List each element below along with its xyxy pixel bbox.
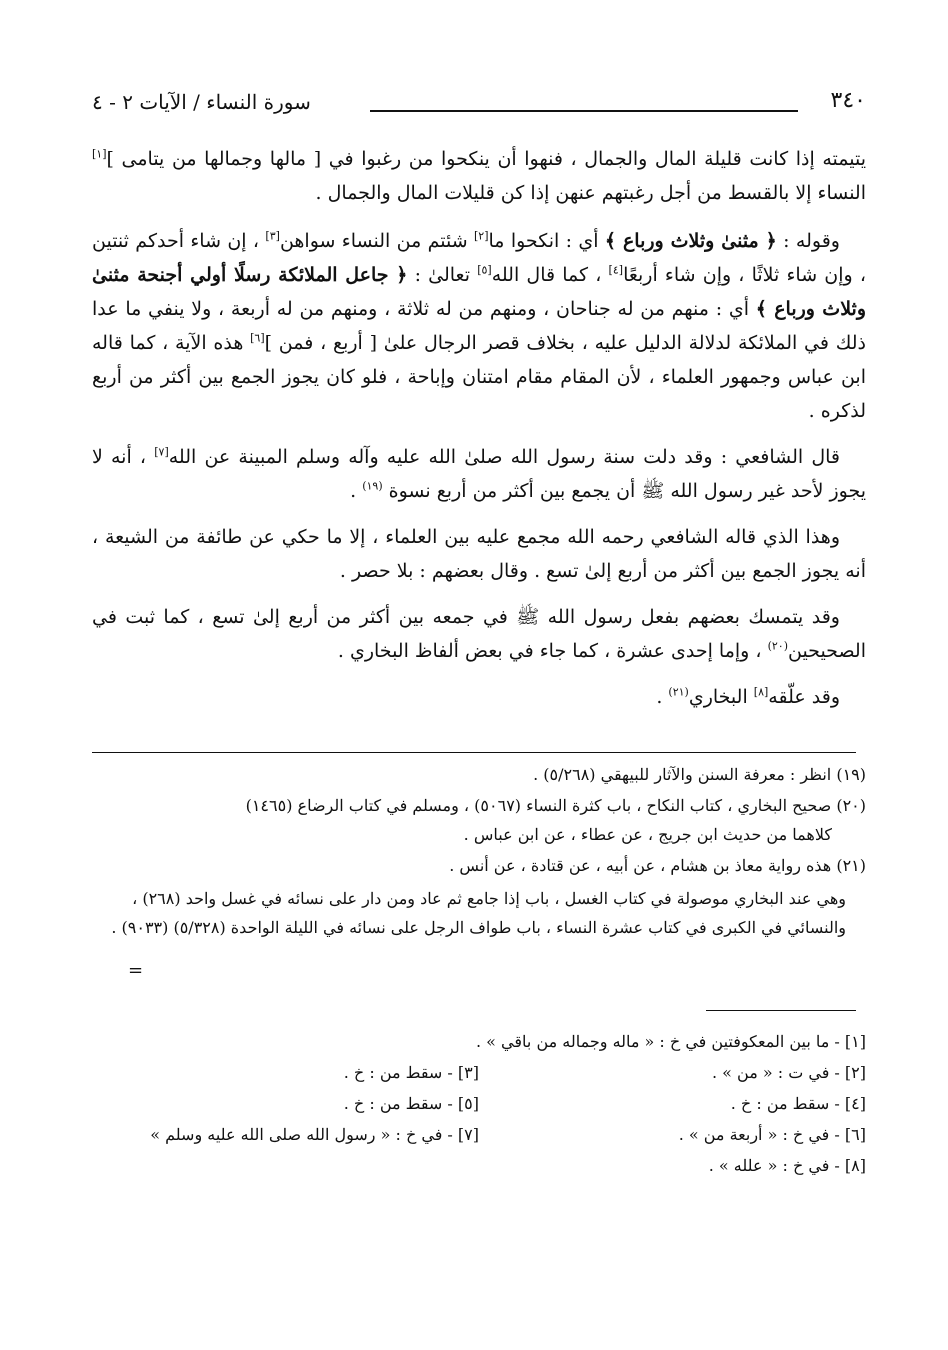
footnote-21: (٢١) هذه رواية معاذ بن هشام ، عن أبيه ، عن قتادة ، عن أنس .	[449, 856, 866, 875]
text: ، إن شاء أحدكم ثنتين ، وإن شاء ثلاثًا ، وإن شاء أربعًا	[92, 230, 866, 286]
footnote-19: (١٩) انظر : معرفة السنن والآثار للبيهقي (٥/٢٦٨) .	[533, 765, 866, 784]
variant-7: [٧] - في خ : « رسول الله صلى الله عليه وسلم »	[150, 1125, 479, 1144]
page-header	[92, 88, 866, 124]
text: تعالىٰ :	[407, 264, 478, 286]
variant-ref: [٧]	[154, 445, 169, 459]
footnote-ref: (١٩)	[362, 479, 383, 493]
continuation-mark: =	[128, 960, 144, 981]
footnotes	[92, 760, 866, 944]
variant-4: [٤] - سقط من : خ .	[730, 1094, 866, 1113]
footnote-ref: (٢١)	[668, 685, 689, 699]
paragraph-1	[92, 142, 866, 210]
quran-verse: ﴿ جاعل الملائكة رسلًا أولي أجنحة مثنىٰ وثلاث ورباع ﴾	[92, 264, 866, 320]
footnote-21-continued: وهي عند البخاري موصولة في كتاب الغسل ، باب إذا جامع ثم عاد ومن دار على نسائه في غسل واحد (٢٦٨) ، والنسائي في الكبرى في كتاب عشرة النساء ، باب طواف الرجل على نسائه في الليلة الواحدة (٥/٣٢٨) (٩٠٣٣) .	[111, 889, 846, 937]
variant-ref: [٢]	[474, 229, 489, 243]
text: البخاري	[688, 686, 754, 708]
text: هذه الآية ، كما قاله ابن عباس وجمهور العلماء ، لأن المقام مقام امتنان وإباحة ، فلو كان يجوز الجمع بين أكثر من أربع لذكره .	[92, 332, 866, 422]
variant-8: [٨] - في خ : « علله » .	[708, 1156, 866, 1175]
manuscript-variants	[92, 1026, 866, 1181]
page-number: ٣٤٠	[830, 88, 866, 113]
text: ، وإما إحدى عشرة ، كما جاء في بعض ألفاظ البخاري .	[337, 640, 768, 662]
footnote-ref: (٢٠)	[767, 639, 788, 653]
text: قال الشافعي : وقد دلت سنة رسول الله صلىٰ الله عليه وآله وسلم المبينة عن الله	[168, 446, 840, 468]
text: ، كما قال الله	[491, 264, 609, 286]
main-text	[92, 142, 866, 726]
text: وقد يتمسك بعضهم بفعل رسول الله ﷺ في جمعه بين أكثر من أربع إلىٰ تسع ، كما ثبت في الصحيحين	[92, 606, 866, 662]
text: النساء إلا بالقسط من أجل رغبتهم عنهن إذا كن قليلات المال والجمال .	[315, 182, 866, 204]
footnote-20-line-2: كلاهما من حديث ابن جريج ، عن عطاء ، عن ابن عباس .	[463, 825, 832, 844]
text: وقد علّقه	[768, 686, 840, 708]
variant-5: [٥] - سقط من : خ .	[343, 1094, 479, 1113]
text: ، أنه لا يجوز لأحد غير رسول الله ﷺ أن يجمع بين أكثر من أربع نسوة	[92, 446, 866, 502]
variant-ref: [١]	[92, 147, 107, 161]
variants-row	[92, 1088, 866, 1119]
running-title: سورة النساء / الآيات ٢ - ٤	[92, 90, 311, 114]
variant-3: [٣] - سقط من : خ .	[343, 1063, 479, 1082]
paragraph-5	[92, 600, 866, 668]
paragraph-3	[92, 440, 866, 508]
text: شئتم من النساء سواهن	[279, 230, 474, 252]
variant-ref: [٤]	[608, 263, 624, 277]
paragraph-4: وهذا الذي قاله الشافعي رحمه الله مجمع عليه بين العلماء ، إلا ما حكي عن طائفة من الشيعة ، أنه يجوز الجمع بين أكثر من أربع إلىٰ تسع . وقال بعضهم : بلا حصر .	[92, 526, 866, 582]
variants-row	[92, 1057, 866, 1088]
variants-divider	[706, 1010, 856, 1011]
quran-verse: ﴿ مثنىٰ وثلاث ورباع ﴾	[604, 230, 777, 252]
footnote-divider	[92, 752, 856, 753]
text: أي : انكحوا ما	[488, 230, 605, 252]
paragraph-6	[92, 680, 866, 714]
variant-ref: [٥]	[477, 263, 492, 277]
variant-ref: [٦]	[250, 331, 265, 345]
variant-1: [١] - ما بين المعكوفتين في خ : « ماله وجماله من باقي » .	[476, 1032, 866, 1051]
footnote-20-line-1: (٢٠) صحيح البخاري ، كتاب النكاح ، باب كثرة النساء (٥٠٦٧) ، ومسلم في كتاب الرضاع (١٤٦٥)	[245, 796, 866, 815]
text: وقوله :	[776, 230, 840, 252]
text: .	[656, 686, 669, 708]
header-rule	[370, 110, 798, 112]
variant-ref: [٣]	[265, 229, 280, 243]
footnote-20	[92, 791, 866, 849]
variant-ref: [٨]	[753, 685, 769, 699]
variant-2: [٢] - في ت : « من » .	[711, 1063, 866, 1082]
paragraph-2	[92, 224, 866, 428]
text: يتيمته إذا كانت قليلة المال والجمال ، فنهوا أن ينكحوا من رغبوا في [ مالها وجمالها من يتامى ]	[106, 148, 866, 170]
variants-row	[92, 1119, 866, 1150]
text: أي : منهم من له جناحان ، ومنهم من له ثلاثة ، ومنهم من له أربعة ، ولا ينفي ما عدا ذلك في الملائكة لدلالة الدليل عليه ، بخلاف قصر الرجال علىٰ [ أربع ، فمن ]	[92, 298, 866, 354]
text: .	[350, 480, 363, 502]
variant-6: [٦] - في خ : « أربعة من » .	[678, 1125, 866, 1144]
